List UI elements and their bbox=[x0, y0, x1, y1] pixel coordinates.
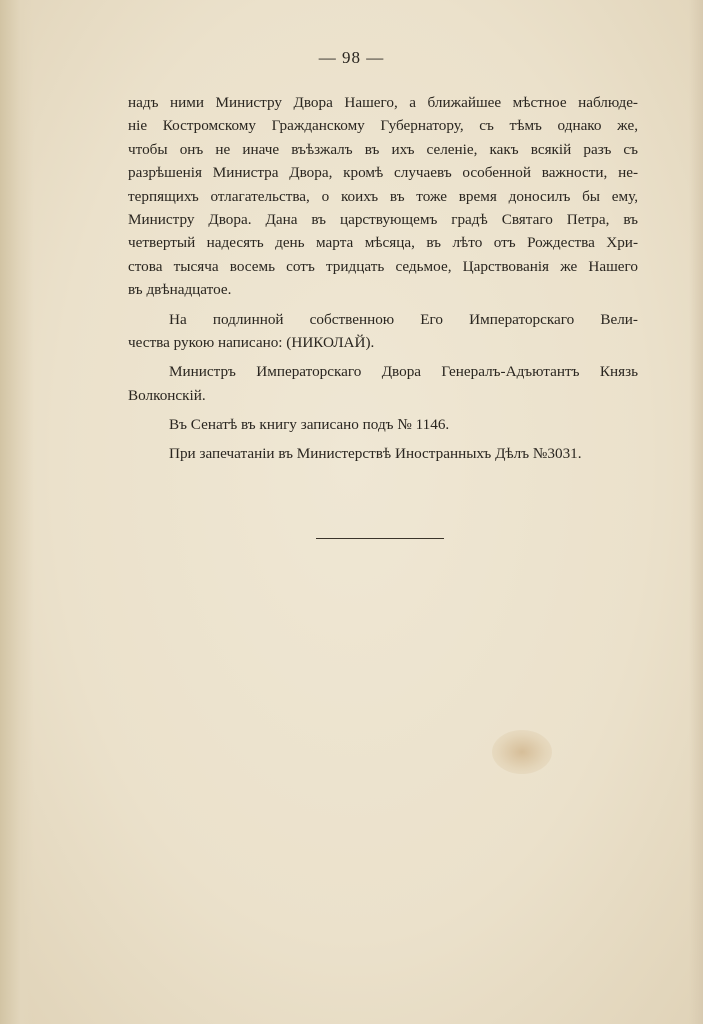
sealing-record-line: При запечатаніи въ Министерствѣ Иностранныхъ Дѣлъ №3031. bbox=[169, 445, 582, 463]
text-line: разрѣшенія Министра Двора, кромѣ случаевъ особенной важности, не- bbox=[128, 164, 638, 182]
paper-stain bbox=[492, 730, 552, 774]
minister-line: Министръ Императорскаго Двора Генералъ-Адъютантъ Князь bbox=[169, 363, 638, 381]
signature-note-line: чества рукою написано: (НИКОЛАЙ). bbox=[128, 333, 375, 351]
text-line: Министру Двора. Дана въ царствующемъ градѣ Святаго Петра, въ bbox=[128, 210, 638, 228]
text-line: стова тысяча восемь сотъ тридцать седьмое, Царствованія же Нашего bbox=[128, 257, 638, 275]
text-line: ніе Костромскому Гражданскому Губернатору, съ тѣмъ однако же, bbox=[128, 117, 638, 135]
text-line: четвертый надесять день марта мѣсяца, въ лѣто отъ Рождества Хри- bbox=[128, 234, 638, 252]
text-line: чтобы онъ не иначе въѣзжалъ въ ихъ селеніе, какъ всякій разъ съ bbox=[128, 140, 638, 158]
page-edge-shadow bbox=[689, 0, 703, 1024]
closing-rule bbox=[316, 538, 444, 539]
page-number: — 98 — bbox=[318, 48, 385, 67]
minister-line: Волконскій. bbox=[128, 386, 206, 404]
text-line: въ двѣнадцатое. bbox=[128, 281, 232, 299]
page-gutter-shadow bbox=[0, 0, 34, 1024]
signature-note-line: На подлинной собственною Его Императорскаго Вели- bbox=[169, 310, 638, 328]
body-text bbox=[128, 91, 638, 466]
text-line: надъ ними Министру Двора Нашего, а ближайшее мѣстное наблюде- bbox=[128, 94, 638, 111]
senate-record-line: Въ Сенатѣ въ книгу записано подъ № 1146. bbox=[169, 416, 450, 434]
text-line: терпящихъ отлагательства, о коихъ въ тоже время доносилъ бы ему, bbox=[128, 187, 638, 205]
